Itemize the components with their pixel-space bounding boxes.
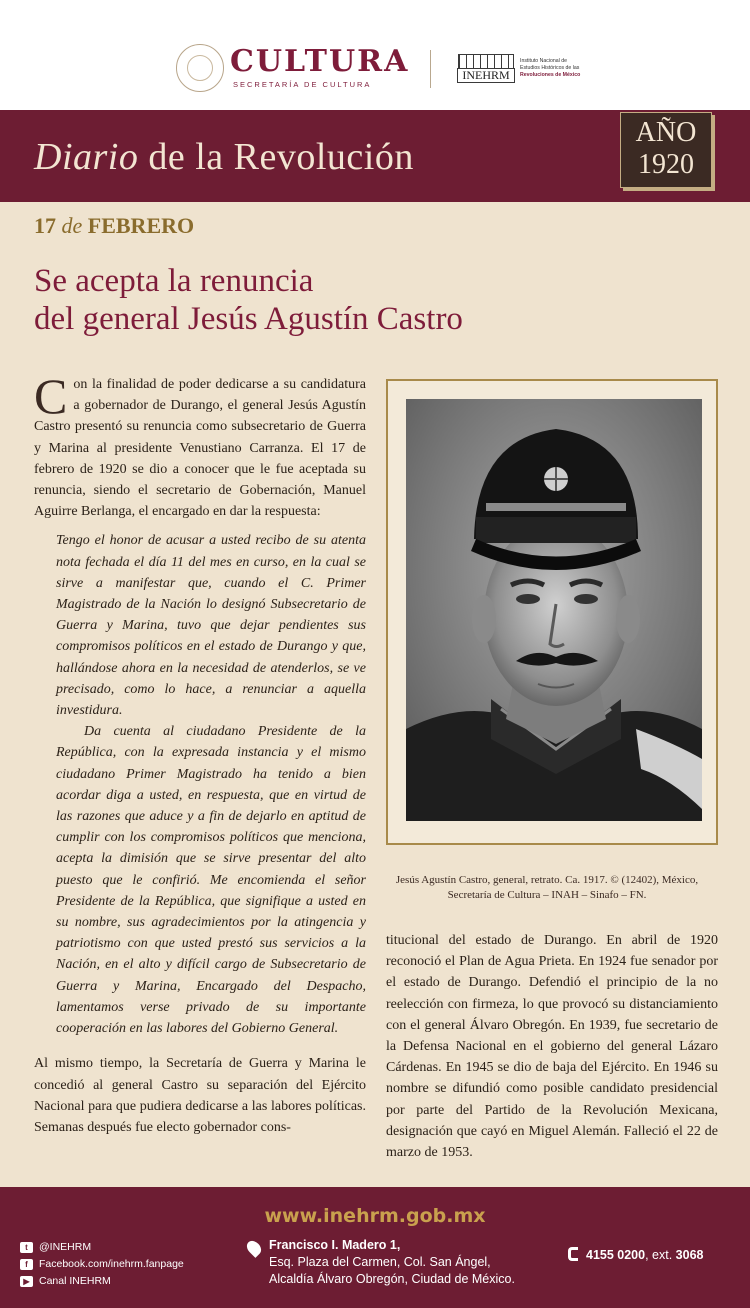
quoted-letter — [56, 530, 366, 1039]
inehrm-name-line3: Revoluciones de México — [520, 72, 581, 78]
header-divider — [430, 50, 431, 88]
youtube-link[interactable] — [20, 1273, 184, 1290]
date-day: 17 — [34, 213, 56, 238]
youtube-icon: ▶ — [20, 1276, 33, 1287]
facebook-url: Facebook.com/inehrm.fanpage — [39, 1258, 184, 1270]
date-month: FEBRERO — [87, 213, 195, 238]
phone-block — [568, 1247, 703, 1262]
article-paragraph-2: Al mismo tiempo, la Secretaría de Guerra y Marina le concedió al general Castro su separación del Ejército Nacional para que pudiera dedicarse a las labores políticas. Semanas después fue electo gobernador cons- — [34, 1056, 366, 1135]
diario-title-rest: de la Revolución — [138, 136, 414, 178]
location-pin-icon — [244, 1238, 264, 1258]
year-label: AÑO — [635, 117, 697, 148]
phone-number: 4155 0200 — [586, 1248, 646, 1262]
date-de: de — [61, 213, 83, 238]
diario-title-italic: Diario — [34, 136, 139, 178]
article-left-column — [34, 368, 366, 1146]
address-line1: Francisco I. Madero 1, — [269, 1238, 401, 1252]
photo-caption — [372, 873, 722, 903]
inehrm-name-line1: Instituto Nacional de — [520, 58, 568, 64]
quote-paragraph-2: Da cuenta al ciudadano Presidente de la República, con la expresada instancia y el mismo ciudadano Primer Magistrado ha tenido a bien acordar diga a usted, en respuesta, que en virtud de las razones que aduce y a fin de dejarlo en aptitud de cumplir con los compromisos políticos que menciona, acepta la dimisión que se sirve presentar del alto puesto que le confirió. Me encomienda el señor Presidente de la República, que signifique a usted en su nombre, sus agradecimientos por la atingencia y patriotismo con que usted prestó sus servicios a la Nación, en el alto y difícil cargo de Subsecretario de Guerra y Marina, Encargado del Despacho, lamentamos verse privado de su importante cooperación en las labores del Gobierno General. — [56, 724, 366, 1037]
drop-cap: C — [34, 368, 68, 424]
quote-paragraph-1: Tengo el honor de acusar a usted recibo de su atenta nota fechada el día 11 del mes en curso, en la cual se sirve a manifestar que, cuando el C. Primer Magistrado de la Nación lo designó Subsecretario de Guerra y Marina, tuvo que dejar pendientes sus compromisos políticos en el estado de Durango y que, hallándose ahora en la necesidad de atenderlos, se ve precisado, como lo hace, a renunciar a aquella investidura. — [56, 533, 366, 719]
portrait-frame — [386, 379, 718, 845]
year-value: 1920 — [638, 149, 694, 180]
article-right-column — [386, 930, 718, 1163]
website-link[interactable]: www.inehrm.gob.mx — [264, 1205, 486, 1227]
paragraph-1-text: on la finalidad de poder dedicarse a su candidatura a gobernador de Durango, el general Jesús Agustín Castro presentó su renuncia como subsecretario de Guerra y Marina al presidente Venustiano Carranza. El 17 de febrero de 1920 se dio a conocer que le fue aceptada su renuncia, siendo el secretario de Gobernación, Manuel Aguirre Berlanga, el encargado en dar la respuesta: — [34, 377, 366, 520]
cultura-logo-subtitle: SECRETARÍA DE CULTURA — [233, 80, 372, 89]
social-links — [20, 1239, 184, 1290]
twitter-handle: @INEHRM — [39, 1241, 92, 1253]
article-paragraph-3: titucional del estado de Durango. En abril de 1920 reconoció el Plan de Agua Prieta. En 1924 fue senador por el estado de Durango. Defendió el principio de la no reelección con firmeza, lo que provocó su distanciamiento con el general Álvaro Obregón. En 1939, fue secretario de la Defensa Nacional en el gobierno del general Lázaro Cárdenas. En 1945 se dio de baja del Ejército. En 1946 su nombre se difundió como posible candidato presidencial por parte del Partido de la Revolución Mexicana, designación que cayó en Miguel Alemán. Falleció el 22 de marzo de 1953. — [386, 933, 718, 1161]
phone-ext-label: , ext. — [645, 1248, 676, 1262]
twitter-link[interactable] — [20, 1239, 184, 1256]
facebook-icon: f — [20, 1259, 33, 1270]
phone-ext: 3068 — [675, 1248, 704, 1262]
twitter-icon: t — [20, 1242, 33, 1253]
article-date — [34, 213, 194, 239]
year-badge — [620, 112, 712, 188]
portrait-illustration — [406, 399, 702, 821]
article-headline — [34, 262, 714, 338]
headline-line2: del general Jesús Agustín Castro — [34, 301, 463, 337]
top-header — [0, 0, 750, 110]
youtube-channel: Canal INEHRM — [39, 1275, 111, 1287]
address-line3: Alcaldía Álvaro Obregón, Ciudad de México. — [269, 1272, 515, 1286]
headline-line1: Se acepta la renuncia — [34, 263, 314, 299]
mexico-seal-icon — [176, 44, 224, 92]
article-paragraph-1 — [34, 368, 366, 522]
facebook-link[interactable] — [20, 1256, 184, 1273]
inehrm-building-icon — [458, 54, 514, 68]
address-line2: Esq. Plaza del Carmen, Col. San Ángel, — [269, 1255, 491, 1269]
inehrm-institute-name — [520, 58, 610, 79]
footer — [0, 1187, 750, 1308]
address-block — [250, 1237, 515, 1288]
diario-title — [34, 135, 414, 179]
caption-line2: Secretaría de Cultura – INAH – Sinafo – FN. — [447, 889, 647, 901]
portrait-photo — [406, 399, 702, 821]
cultura-logo-title: CULTURA — [230, 44, 410, 79]
inehrm-name-line2: Estudios Históricos de las — [520, 65, 580, 71]
caption-line1: Jesús Agustín Castro, general, retrato. Ca. 1917. © (12402), México, — [395, 874, 699, 886]
phone-icon — [568, 1247, 578, 1261]
inehrm-logo: INEHRM — [457, 68, 515, 83]
